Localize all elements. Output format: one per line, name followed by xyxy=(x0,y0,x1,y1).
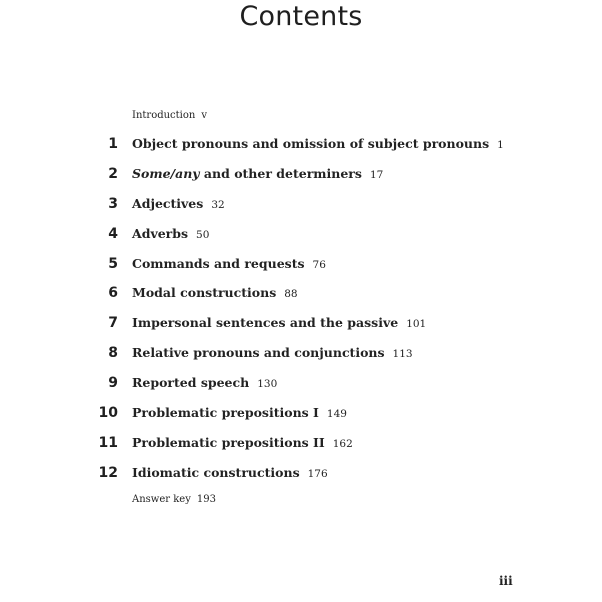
chapter-page: 113 xyxy=(392,348,413,360)
chapter-title: Object pronouns and omission of subject pronouns xyxy=(132,136,490,151)
chapter-page: 17 xyxy=(369,169,384,181)
toc-chapter-9[interactable] xyxy=(0,373,602,393)
toc-chapter-12[interactable] xyxy=(0,463,602,483)
page-number: iii xyxy=(499,574,513,588)
chapter-page: 50 xyxy=(196,229,210,241)
toc-chapter-1[interactable] xyxy=(0,134,602,154)
toc-chapter-11[interactable] xyxy=(0,433,602,453)
chapter-page: 162 xyxy=(332,438,353,450)
toc-introduction[interactable] xyxy=(132,110,207,121)
chapter-number: 10 xyxy=(98,405,118,421)
chapter-title: Adjectives xyxy=(132,196,204,211)
toc-answer-key[interactable] xyxy=(132,494,216,505)
chapter-title: Impersonal sentences and the passive xyxy=(132,315,399,330)
chapter-title: Commands and requests xyxy=(132,256,305,271)
chapter-title: Idiomatic constructions xyxy=(132,465,300,480)
chapter-page: 32 xyxy=(211,199,225,211)
chapter-number: 12 xyxy=(98,465,118,481)
page-title: Contents xyxy=(239,1,363,32)
chapter-page: 1 xyxy=(497,139,504,151)
chapter-number: 4 xyxy=(108,226,118,242)
chapter-number: 6 xyxy=(108,285,118,301)
toc-introduction-label: Introduction xyxy=(132,110,196,121)
toc-chapter-2[interactable] xyxy=(0,164,602,184)
chapter-page: 130 xyxy=(257,378,278,390)
chapter-number: 8 xyxy=(108,345,118,361)
toc-answer-key-label: Answer key xyxy=(132,494,191,505)
toc-chapter-8[interactable] xyxy=(0,343,602,363)
toc-chapter-10[interactable] xyxy=(0,403,602,423)
chapter-number: 1 xyxy=(108,136,118,152)
chapter-number: 5 xyxy=(108,256,118,272)
toc-introduction-page: v xyxy=(201,110,207,121)
chapter-number: 7 xyxy=(108,315,118,331)
toc-chapter-6[interactable] xyxy=(0,283,602,303)
chapter-title: Reported speech xyxy=(132,375,250,390)
chapter-title: Adverbs xyxy=(132,226,189,241)
chapter-page: 149 xyxy=(326,408,347,420)
chapter-page: 88 xyxy=(284,288,298,300)
chapter-title: Relative pronouns and conjunctions xyxy=(132,345,385,360)
toc-answer-key-page: 193 xyxy=(196,494,216,505)
chapter-title: Modal constructions xyxy=(132,285,277,300)
chapter-number: 11 xyxy=(98,435,118,451)
chapter-number: 9 xyxy=(108,375,118,391)
toc-chapter-4[interactable] xyxy=(0,224,602,244)
toc-chapter-3[interactable] xyxy=(0,194,602,214)
chapter-page: 101 xyxy=(406,318,427,330)
chapter-title: Problematic prepositions I xyxy=(132,405,319,420)
chapter-title-italic: Some/any xyxy=(132,166,200,181)
chapter-page: 176 xyxy=(307,468,328,480)
chapter-title: and other determiners xyxy=(199,166,362,181)
chapter-page: 76 xyxy=(312,259,326,271)
toc-chapter-7[interactable] xyxy=(0,313,602,333)
toc-chapter-5[interactable] xyxy=(0,254,602,274)
chapter-number: 3 xyxy=(108,196,118,212)
chapter-title: Problematic prepositions II xyxy=(132,435,325,450)
chapter-number: 2 xyxy=(108,166,118,182)
